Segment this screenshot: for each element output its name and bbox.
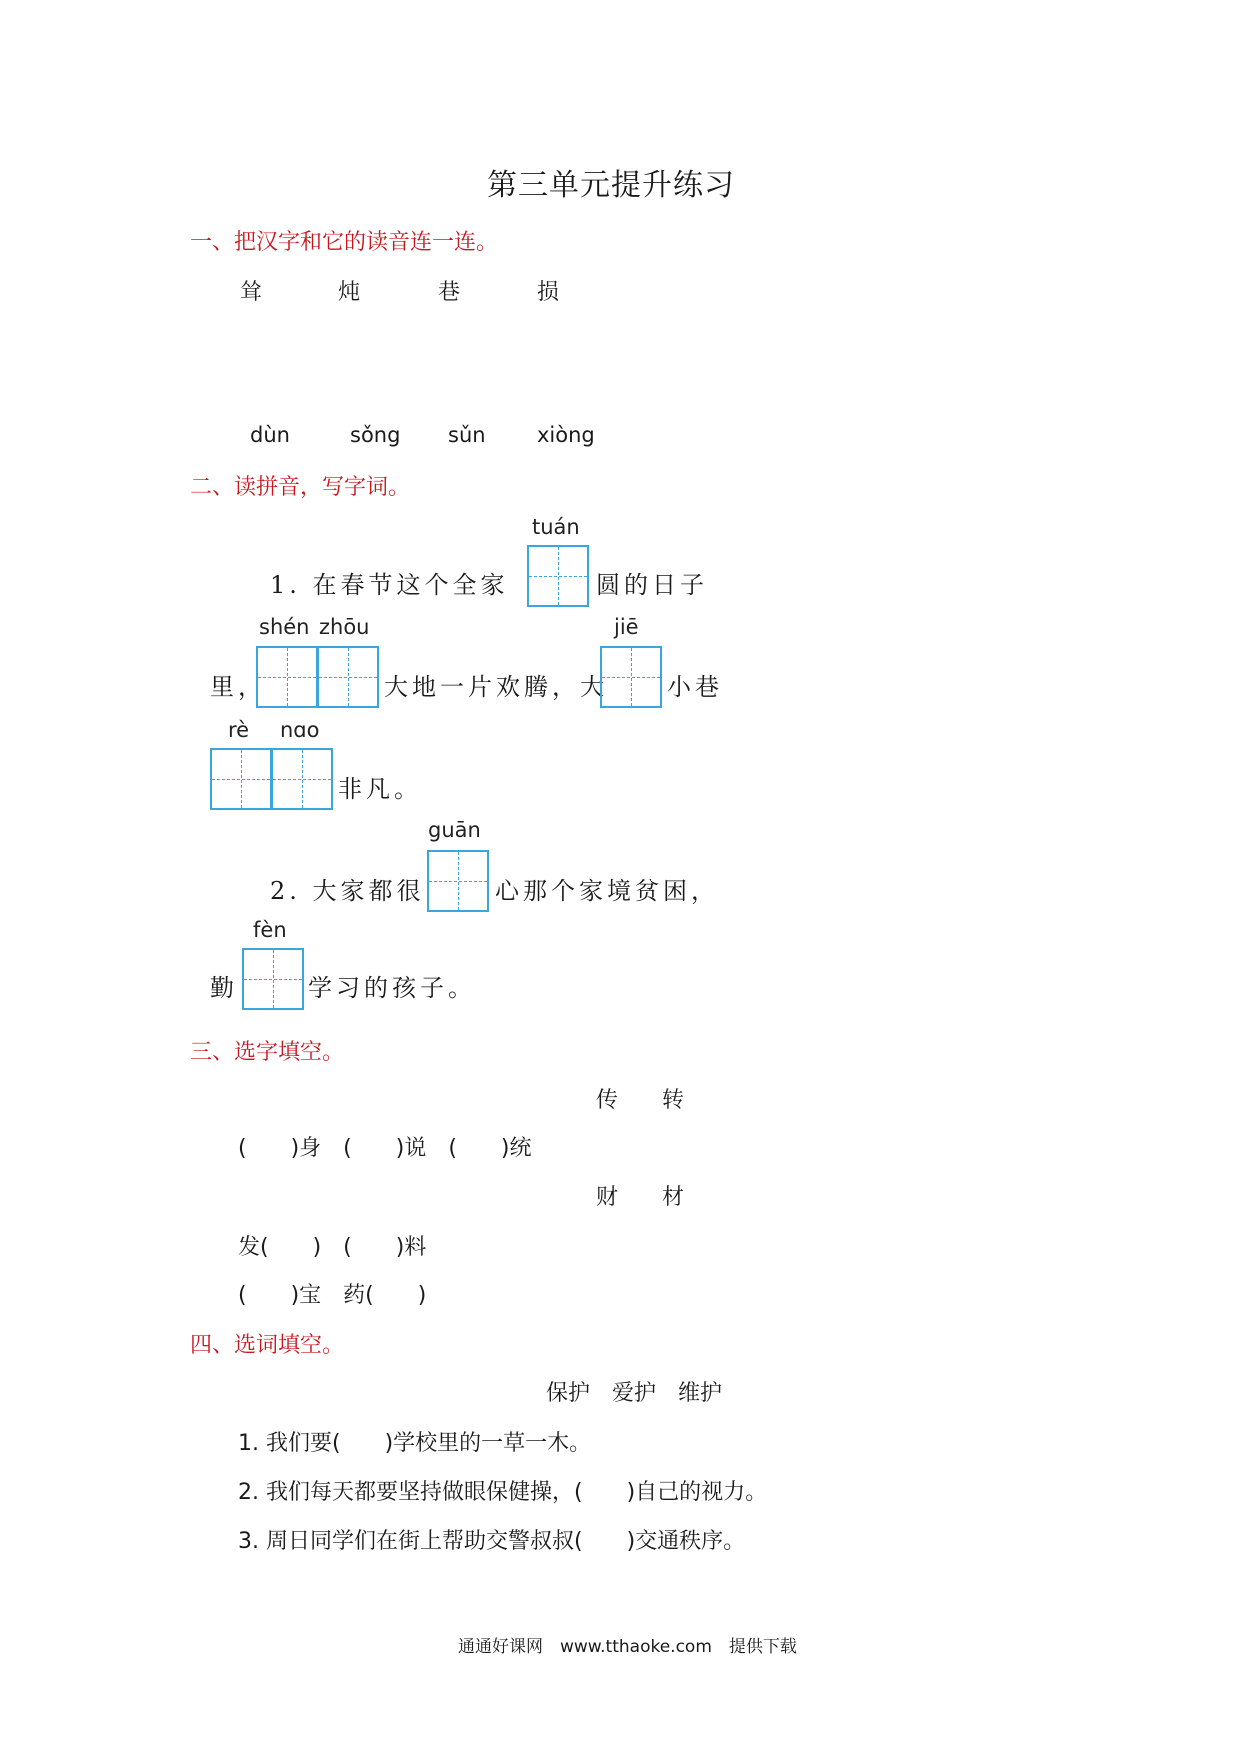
- s1-char-4: 损: [537, 280, 560, 305]
- q1-box-tuan[interactable]: [527, 545, 589, 607]
- s4-item-1: 1. 我们要( )学校里的一草一木。: [238, 1431, 592, 1456]
- s4-item-2: 2. 我们每天都要坚持做眼保健操，( )自己的视力。: [238, 1480, 768, 1505]
- section4-heading: 四、选词填空。: [190, 1333, 345, 1358]
- section3-heading: 三、选字填空。: [190, 1040, 345, 1065]
- q1-pinyin-shen: shén: [259, 615, 310, 639]
- section2-heading: 二、读拼音，写字词。: [190, 475, 411, 500]
- q1-box-zhou[interactable]: [317, 646, 379, 708]
- q1-line2-mid: 大地一片欢腾，大: [384, 673, 608, 701]
- q1-box-re[interactable]: [210, 748, 272, 810]
- s1-pinyin-3: sǔn: [448, 423, 486, 447]
- q1-pinyin-jie: jiē: [614, 615, 639, 639]
- q1-line1-text: 1. 在春节这个全家: [270, 571, 509, 599]
- s1-pinyin-4: xiòng: [537, 423, 595, 447]
- s3-group2-line2: ( )宝 药( ): [238, 1283, 427, 1308]
- q1-box-nao[interactable]: [271, 748, 333, 810]
- s1-char-3: 巷: [438, 280, 461, 305]
- q1-line2-before: 里，: [210, 673, 266, 701]
- page-title: 第三单元提升练习: [487, 168, 735, 203]
- q1-pinyin-nao: nɑo: [280, 718, 320, 742]
- q2-line2-after: 学习的孩子。: [308, 974, 476, 1002]
- s3-group2-line1: 发( ) ( )料: [238, 1235, 427, 1260]
- s4-options: 保护 爱护 维护: [546, 1381, 723, 1406]
- q1-pinyin-re: rè: [228, 718, 250, 742]
- s3-group1-options: 传 转: [596, 1088, 685, 1113]
- s3-group1-line: ( )身 ( )说 ( )统: [238, 1136, 532, 1161]
- section1-heading: 一、把汉字和它的读音连一连。: [190, 230, 499, 255]
- q1-line1-after: 圆的日子: [596, 571, 708, 599]
- q2-box-guan[interactable]: [427, 850, 489, 912]
- q2-box-fen[interactable]: [242, 948, 304, 1010]
- s1-char-2: 炖: [338, 280, 361, 305]
- q2-line1-text: 2. 大家都很: [270, 877, 425, 905]
- s1-pinyin-2: sǒng: [350, 423, 401, 447]
- q1-pinyin-tuan: tuán: [532, 515, 580, 539]
- q1-box-jie[interactable]: [600, 646, 662, 708]
- s3-group2-options: 财 材: [596, 1185, 685, 1210]
- q2-line2-before: 勤: [210, 974, 238, 1002]
- s4-item-3: 3. 周日同学们在街上帮助交警叔叔( )交通秩序。: [238, 1529, 746, 1554]
- q2-pinyin-guan: guān: [428, 818, 481, 842]
- q1-line3-after: 非凡。: [338, 775, 422, 803]
- q1-line2-after: 小巷: [667, 673, 723, 701]
- q2-line1-after: 心那个家境贫困，: [495, 877, 719, 905]
- s1-pinyin-1: dùn: [250, 423, 290, 447]
- q1-box-shen[interactable]: [256, 646, 318, 708]
- q1-pinyin-zhou: zhōu: [319, 615, 370, 639]
- s1-char-1: 耸: [240, 280, 263, 305]
- footer-credit: 通通好课网 www.tthaoke.com 提供下载: [458, 1637, 797, 1657]
- q2-pinyin-fen: fèn: [253, 918, 287, 942]
